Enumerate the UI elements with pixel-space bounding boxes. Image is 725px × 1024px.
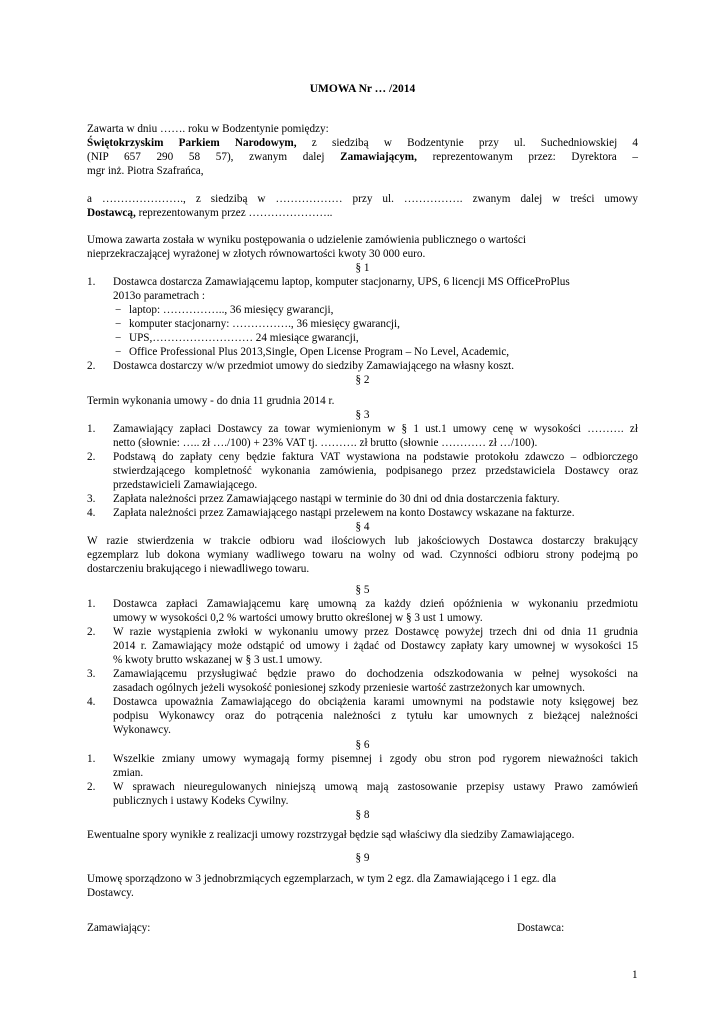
list-number: 2. <box>87 360 96 372</box>
list-number: 2. <box>87 781 96 793</box>
list-item <box>87 492 638 506</box>
party1-name: Świętokrzyskim Parkiem Narodowym, <box>87 137 297 149</box>
party1-line2 <box>87 150 638 164</box>
list-item <box>87 597 638 611</box>
basis-line: nieprzekraczającej wyrażonej w złotych równowartości kwoty 30 000 euro. <box>87 248 426 260</box>
section-6 <box>87 752 638 808</box>
list-item <box>87 345 638 359</box>
section-5-heading: § 5 <box>355 584 370 596</box>
list-number: 2. <box>87 451 96 463</box>
list-number: 2. <box>87 626 96 638</box>
list-text: publicznych i ustawy Kodeks Cywilny. <box>113 795 289 807</box>
list-text: Wykonawcy. <box>113 724 171 736</box>
list-text: 2014 r. Zamawiający może odstąpić od umowy i żądać od Dostawcy zapłaty kary umownej w wysokości 15 <box>113 640 638 652</box>
section-4 <box>87 534 638 576</box>
section-9 <box>87 872 638 900</box>
list-item-cont <box>87 289 638 303</box>
list-text: laptop: …………….., 36 miesięcy gwarancji, <box>129 304 334 316</box>
party2-section <box>87 192 638 220</box>
list-text: komputer stacjonarny: ……………., 36 miesięcy gwarancji, <box>129 318 400 330</box>
section-5 <box>87 597 638 737</box>
party2-line: a …………………., z siedzibą w ……………… przy ul. ……………. zwanym dalej w treści umowy <box>87 193 638 205</box>
paragraph-line: W razie stwierdzenia w trakcie odbioru wad ilościowych lub jakościowych Dostawca dostarczy brakujący <box>87 535 638 547</box>
list-item <box>87 331 638 345</box>
page-number: 1 <box>632 969 638 981</box>
signature-supplier: Dostawca: <box>517 922 565 934</box>
list-item <box>87 506 638 520</box>
list-text: Zapłata należności przez Zamawiającego nastąpi w terminie do 30 dni od dnia dostarczenia faktury. <box>113 493 560 505</box>
party2-line2 <box>87 206 638 220</box>
list-text: zmian. <box>113 767 144 779</box>
list-item-cont <box>87 681 638 695</box>
section-2-heading: § 2 <box>355 374 370 386</box>
list-number: 3. <box>87 493 96 505</box>
signature-client: Zamawiający: <box>87 922 151 934</box>
list-number: 1. <box>87 598 96 610</box>
paragraph-line: egzemplarz lub dokona wymiany wadliwego towaru na wolny od wad. Czynności odbioru strony podejmą po <box>87 549 638 561</box>
list-text: W sprawach nieuregulowanych niniejszą umową mają zastosowanie przepisy ustawy Prawo zamówień <box>113 781 638 793</box>
section-3-heading: § 3 <box>355 409 370 421</box>
dash-bullet: − <box>115 304 122 316</box>
list-item <box>87 275 638 289</box>
list-item-cont <box>87 723 638 737</box>
list-item <box>87 317 638 331</box>
section-2-text: Termin wykonania umowy - do dnia 11 grudnia 2014 r. <box>87 395 335 407</box>
list-item <box>87 422 638 436</box>
paragraph-line: dostarczeniu brakującego i niewadliwego towaru. <box>87 563 310 575</box>
party1-address: z siedzibą w Bodzentynie przy ul. Suchedniowskiej 4 <box>296 137 638 149</box>
list-item <box>87 625 638 639</box>
list-text: umowy w wysokości 0,2 % wartości umowy brutto określonej w § 3 ust 1 umowy. <box>113 612 483 624</box>
list-item <box>87 695 638 709</box>
paragraph-line: Dostawcy. <box>87 887 134 899</box>
list-item-cont <box>87 639 638 653</box>
list-text: przedstawicieli Zamawiającego. <box>113 479 258 491</box>
intro-line: Zawarta w dniu ……. roku w Bodzentynie pomiędzy: <box>87 123 329 135</box>
section-8-text: Ewentualne spory wynikłe z realizacji umowy rozstrzygał będzie sąd właściwy dla siedziby Zamawiającego. <box>87 829 575 841</box>
list-item <box>87 303 638 317</box>
list-item-cont <box>87 766 638 780</box>
list-item <box>87 359 638 373</box>
section-3 <box>87 422 638 520</box>
dash-bullet: − <box>115 318 122 330</box>
list-number: 1. <box>87 276 96 288</box>
section-4-heading: § 4 <box>355 521 370 533</box>
document-title: UMOWA Nr … /2014 <box>309 83 416 95</box>
party1-nip: (NIP 657 290 58 57), zwanym dalej <box>87 151 341 163</box>
list-number: 4. <box>87 696 96 708</box>
list-item <box>87 780 638 794</box>
intro-section <box>87 122 638 178</box>
list-item-cont <box>87 709 638 723</box>
list-item-cont <box>87 464 638 478</box>
list-text: Zapłata należności przez Zamawiającego nastąpi przelewem na konto Dostawcy wskazane na fakturze. <box>113 507 575 519</box>
section-1 <box>87 275 638 373</box>
section-1-heading: § 1 <box>355 262 370 274</box>
list-text: podpisu Wykonawcy oraz do potrącenia należności z tytułu kar umownych z bieżącej należności <box>113 710 638 722</box>
list-text: UPS,……………………… 24 miesiące gwarancji, <box>129 332 359 344</box>
list-text: W razie wystąpienia zwłoki w wykonaniu umowy przez Dostawcę powyżej trzech dni od dnia 11 grudnia <box>113 626 638 638</box>
basis-section <box>87 233 638 261</box>
list-text: Dostawca dostarczy w/w przedmiot umowy do siedziby Zamawiającego na własny koszt. <box>113 360 515 372</box>
list-number: 3. <box>87 668 96 680</box>
section-8-heading: § 8 <box>355 809 370 821</box>
list-text: Podstawą do zapłaty ceny będzie faktura VAT wystawiona na podstawie protokołu zdawczo – odbiorczego <box>113 451 638 463</box>
list-text: zasadach ogólnych jeżeli wysokość poniesionej szkody przeniesie wartość zastrzeżonych kar umownych. <box>113 682 585 694</box>
list-number: 1. <box>87 753 96 765</box>
list-text: Zamawiającemu przysługiwać będzie prawo do dochodzenia odszkodowania w pełnej wysokości na <box>113 668 638 680</box>
dash-bullet: − <box>115 332 122 344</box>
party1-role: Zamawiającym, <box>340 151 417 163</box>
list-text: 2013o parametrach : <box>113 290 205 302</box>
list-item-cont <box>87 794 638 808</box>
list-text: Dostawca upoważnia Zamawiającego do obciążenia karami umownymi na podstawie noty księgowej bez <box>113 696 638 708</box>
list-item <box>87 667 638 681</box>
list-text: Office Professional Plus 2013,Single, Open License Program – No Level, Academic, <box>129 346 510 358</box>
list-number: 1. <box>87 423 96 435</box>
party1-line <box>87 136 638 150</box>
section-9-heading: § 9 <box>355 852 370 864</box>
list-text: % kwoty brutto wskazanej w § 3 ust.1 umowy. <box>113 654 323 666</box>
list-text: Wszelkie zmiany umowy wymagają formy pisemnej i zgody obu stron pod rygorem nieważności takich <box>113 753 638 765</box>
party2-representative: reprezentowanym przez ………………….. <box>135 207 333 219</box>
list-item <box>87 450 638 464</box>
basis-line: Umowa zawarta została w wyniku postępowania o udzielenie zamówienia publicznego o wartości <box>87 234 526 246</box>
paragraph-line: Umowę sporządzono w 3 jednobrzmiących egzemplarzach, w tym 2 egz. dla Zamawiającego i 1 egz. dla <box>87 873 557 885</box>
party2-role: Dostawcą, <box>87 207 136 219</box>
list-item-cont <box>87 611 638 625</box>
list-item-cont <box>87 436 638 450</box>
list-text: Dostawca zapłaci Zamawiającemu karę umowną za każdy dzień opóźnienia w wykonaniu przedmiotu <box>113 598 638 610</box>
list-text: Zamawiający zapłaci Dostawcy za towar wymienionym w § 1 ust.1 umowy cenę w wysokości ………. zł <box>113 423 638 435</box>
list-text: stwierdzającego kompletność wykonania zamówienia, podpisanego przez przedstawiciela Dostawcy oraz <box>113 465 638 477</box>
list-item-cont <box>87 478 638 492</box>
party1-representative: reprezentowanym przez: Dyrektora – <box>416 151 638 163</box>
list-text: Dostawca dostarcza Zamawiającemu laptop, komputer stacjonarny, UPS, 6 licencji MS OfficeProPlus <box>113 276 570 288</box>
list-item-cont <box>87 653 638 667</box>
section-6-heading: § 6 <box>355 739 370 751</box>
party1-line3: mgr inż. Piotra Szafrańca, <box>87 165 204 177</box>
dash-bullet: − <box>115 346 122 358</box>
list-item <box>87 752 638 766</box>
list-number: 4. <box>87 507 96 519</box>
list-text: netto (słownie: ….. zł …./100) + 23% VAT tj. ………. zł brutto (słownie ………… zł …/100). <box>113 437 538 449</box>
